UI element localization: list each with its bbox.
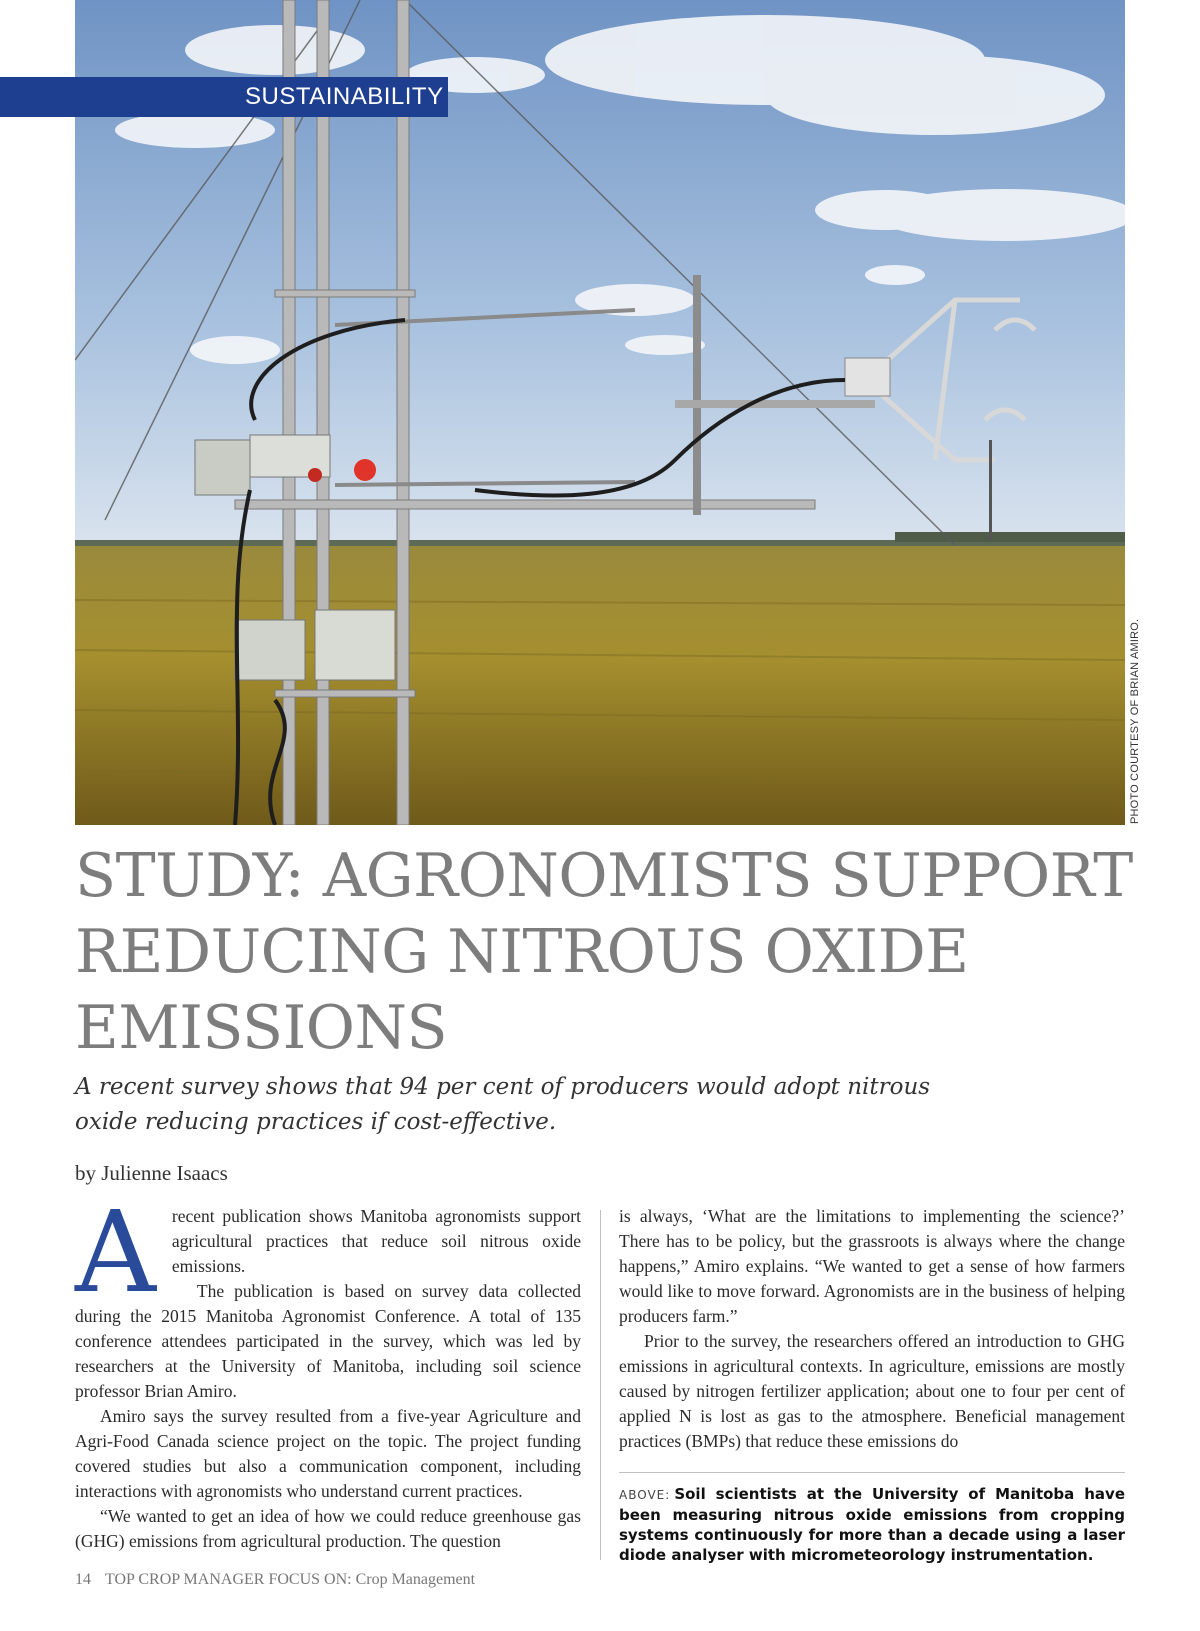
article-column-right [619,1204,1125,1454]
article-column-left [75,1188,581,1554]
column-divider [600,1210,601,1560]
section-tag [0,77,448,117]
photo-credit [1126,618,1156,824]
paragraph: Prior to the survey, the researchers offered an introduction to GHG emissions in agricultural contexts. In agriculture, emissions are mostly caused by nitrogen fertilizer application; about one to four per cent of applied N is lost as gas to the atmosphere. Beneficial management practices (BMPs) that reduce these emissions do [619,1331,1125,1451]
page-number: 14 [75,1571,91,1588]
paragraph: Amiro says the survey resulted from a five-year Agriculture and Agri-Food Canada science project on the topic. The project funding covered studies but also a communication component, including interactions with agronomists who understand current practices. [75,1406,581,1501]
paragraph: “We wanted to get an idea of how we could reduce greenhouse gas (GHG) emissions from agricultural production. The question [75,1506,581,1551]
caption-text: Soil scientists at the University of Manitoba have been measuring nitrous oxide emissions from cropping systems continuously for more than a decade using a laser diode analyser with micrometeorology instrumentation. [619,1485,1125,1564]
paragraph-continued: is always, ‘What are the limitations to implementing the science?’ There has to be policy, but the grassroots is always where the change happens,” Amiro explains. “We wanted to get a sense of how farmers would like to move forward. Agronomists are in the business of helping producers farm.” [619,1206,1125,1326]
section-label: SUSTAINABILITY [245,83,444,110]
photo-credit-text: PHOTO COURTESY OF BRIAN AMIRO. [1129,618,1141,824]
dek: A recent survey shows that 94 per cent of producers would adopt nitrous oxide reducing practices if cost-effective. [75,1074,931,1135]
paragraph: The publication is based on survey data collected during the 2015 Manitoba Agronomist Conference. A total of 135 conference attendees participated in the survey, which was led by researchers at the University of Manitoba, including soil science professor Brian Amiro. [75,1281,581,1401]
page-footer [75,1571,475,1589]
hero-photo [75,0,1125,825]
headline: STUDY: AGRONOMISTS SUPPORT REDUCING NITROUS OXIDE EMISSIONS [75,841,1133,1063]
drop-cap: A [75,1188,156,1318]
publication-name: TOP CROP MANAGER FOCUS ON: Crop Management [105,1571,476,1588]
paragraph: recent publication shows Manitoba agronomists support agricultural practices that reduce soil nitrous oxide emissions. [171,1206,581,1276]
byline: by Julienne Isaacs [75,1161,228,1185]
caption-divider [619,1472,1125,1473]
photo-caption [619,1484,1125,1565]
caption-lead: ABOVE: [619,1488,671,1502]
